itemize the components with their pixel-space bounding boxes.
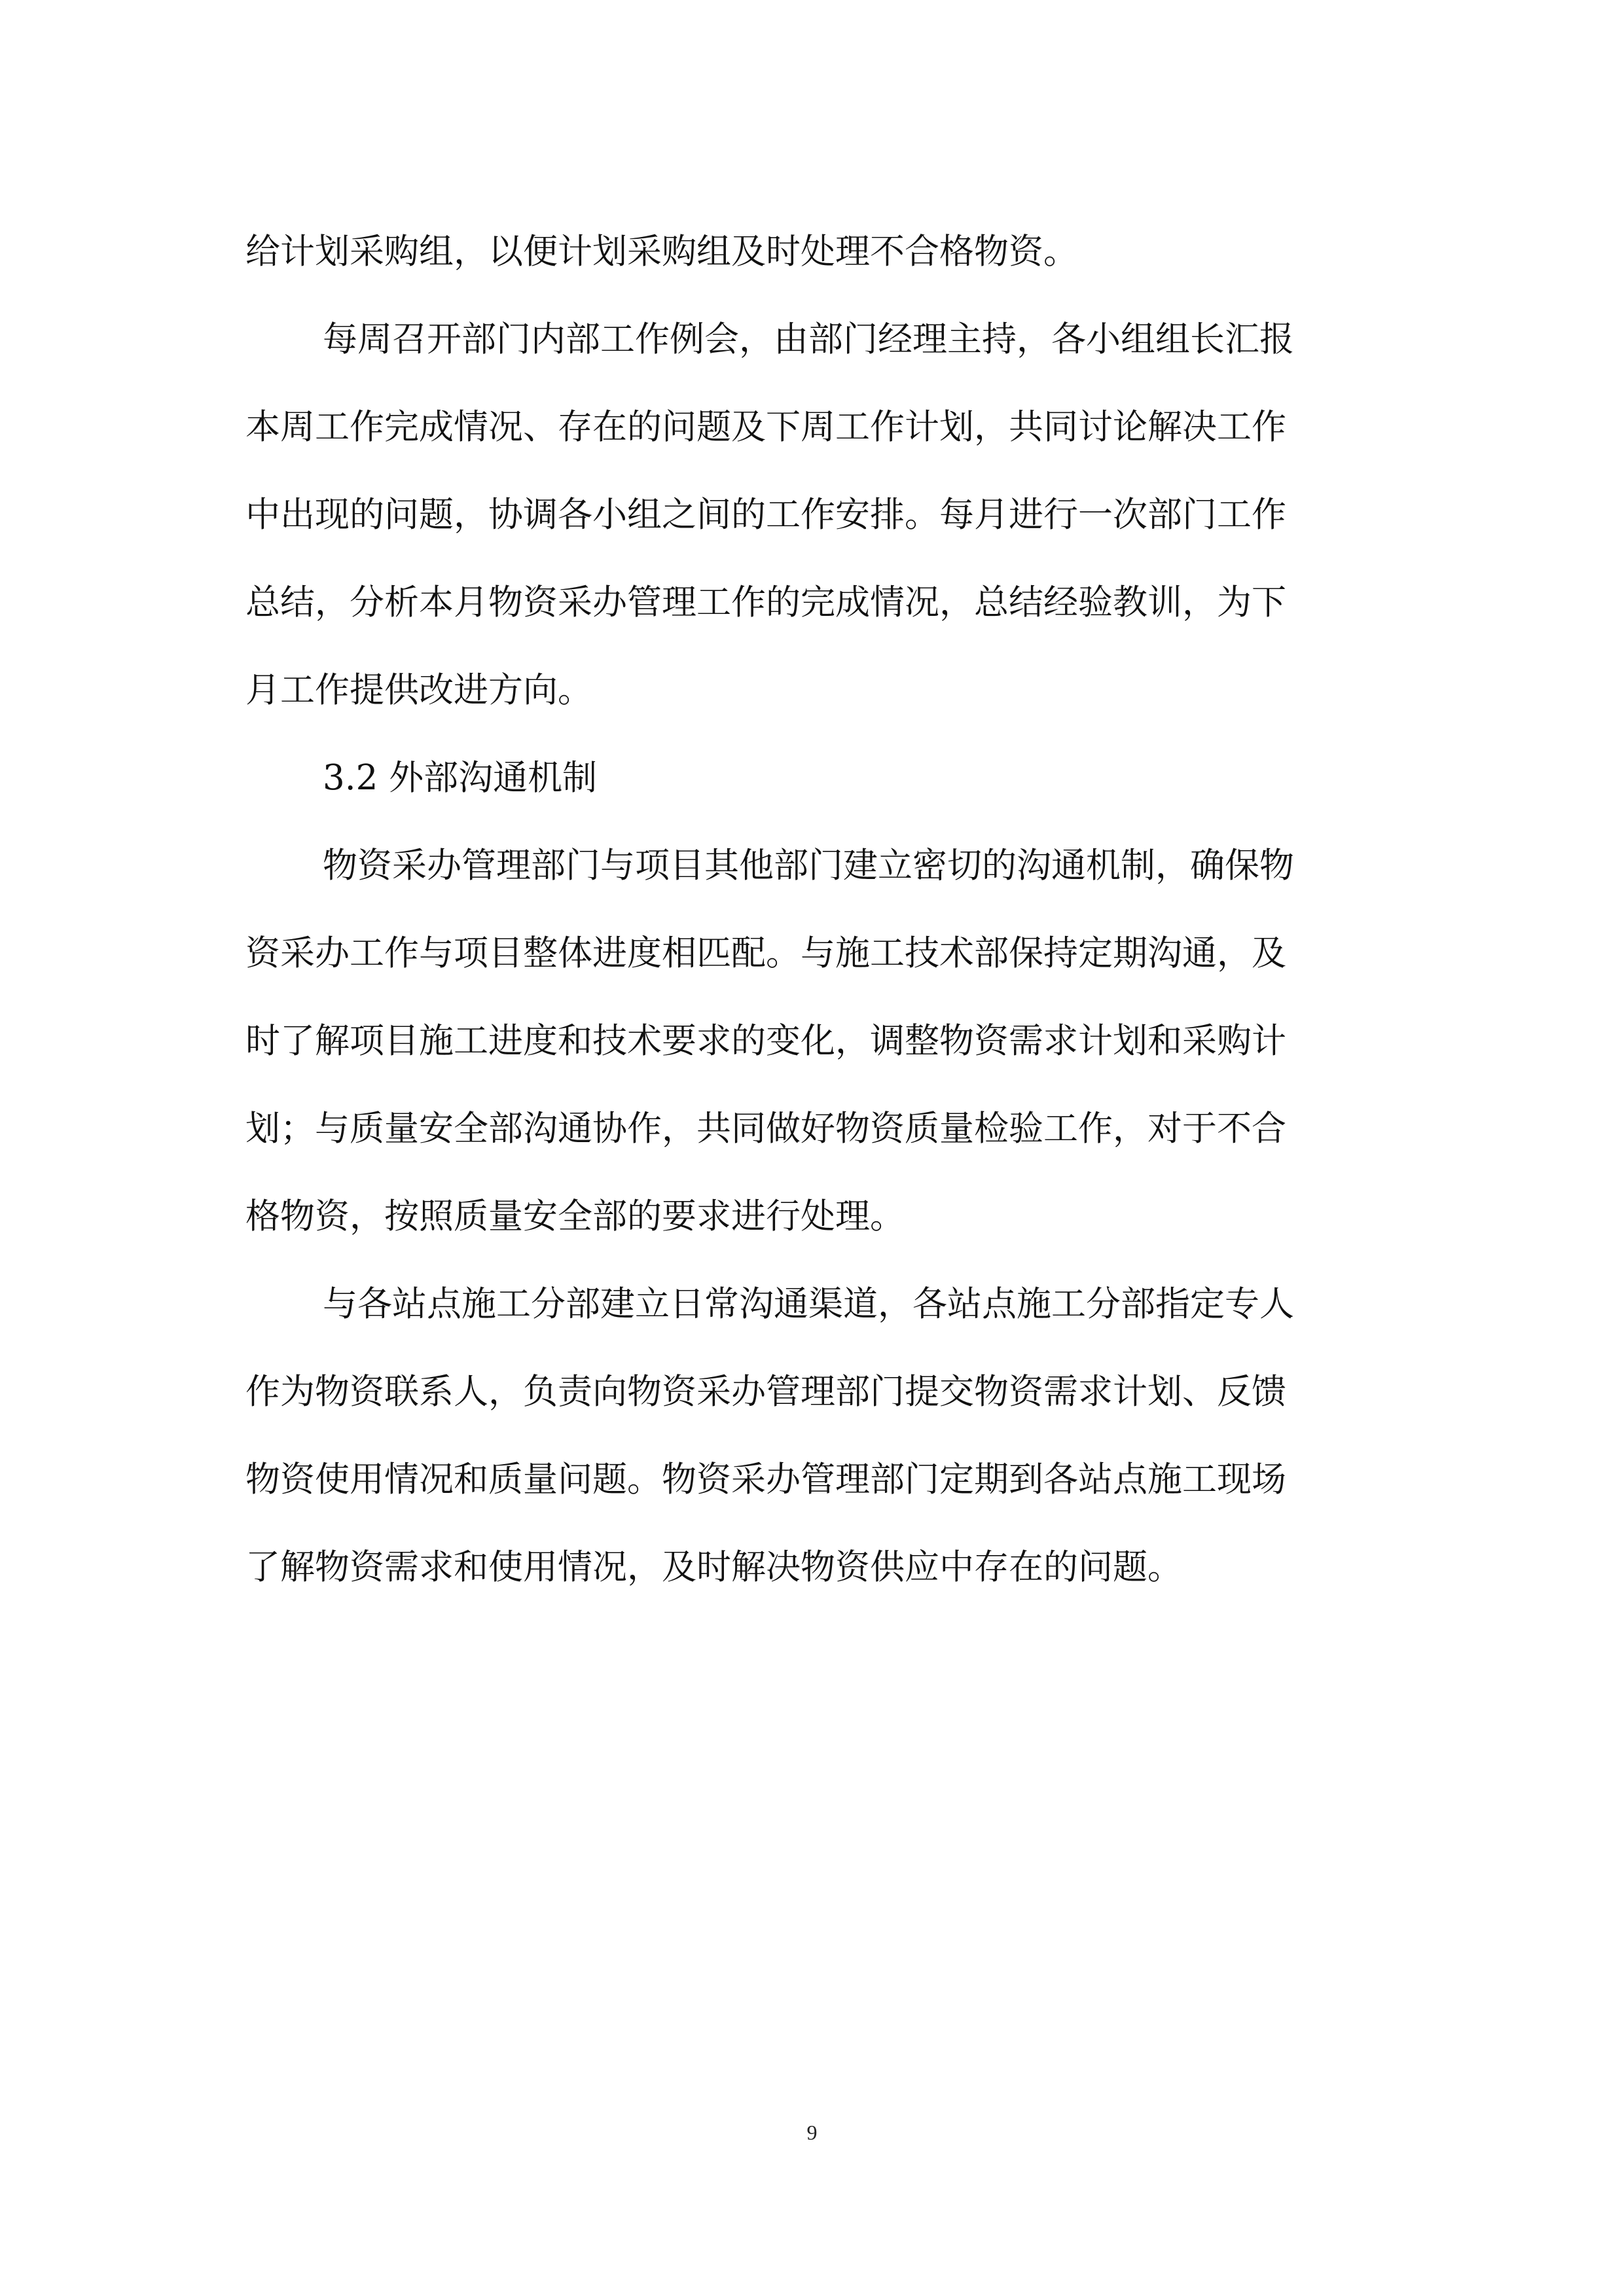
paragraph-line: 中出现的问题，协调各小组之间的工作安排。每月进行一次部门工作 bbox=[245, 495, 1286, 535]
paragraph-line: 总结，分析本月物资采办管理工作的完成情况，总结经验教训，为下 bbox=[245, 583, 1286, 622]
paragraph-line: 时了解项目施工进度和技术要求的变化，调整物资需求计划和采购计 bbox=[245, 1021, 1286, 1061]
paragraph-line: 作为物资联系人，负责向物资采办管理部门提交物资需求计划、反馈 bbox=[245, 1372, 1286, 1412]
paragraph-line: 划；与质量安全部沟通协作，共同做好物资质量检验工作，对于不合 bbox=[245, 1109, 1286, 1149]
paragraph-line: 物资采办管理部门与项目其他部门建立密切的沟通机制，确保物 bbox=[323, 846, 1294, 886]
section-heading: 3.2 外部沟通机制 bbox=[323, 758, 598, 798]
paragraph-line: 物资使用情况和质量问题。物资采办管理部门定期到各站点施工现场 bbox=[245, 1460, 1286, 1499]
body-text bbox=[245, 208, 1384, 1611]
paragraph-line: 给计划采购组，以便计划采购组及时处理不合格物资。 bbox=[245, 232, 1078, 272]
paragraph-line: 本周工作完成情况、存在的问题及下周工作计划，共同讨论解决工作 bbox=[245, 407, 1286, 447]
paragraph-line: 每周召开部门内部工作例会，由部门经理主持，各小组组长汇报 bbox=[323, 319, 1294, 359]
paragraph-line: 与各站点施工分部建立日常沟通渠道，各站点施工分部指定专人 bbox=[323, 1284, 1294, 1324]
page-number: 9 bbox=[806, 2121, 818, 2144]
paragraph-line: 月工作提供改进方向。 bbox=[245, 670, 592, 710]
paragraph-line: 资采办工作与项目整体进度相匹配。与施工技术部保持定期沟通，及 bbox=[245, 933, 1286, 973]
paragraph-line: 格物资，按照质量安全部的要求进行处理。 bbox=[245, 1196, 905, 1236]
paragraph-line: 了解物资需求和使用情况，及时解决物资供应中存在的问题。 bbox=[245, 1547, 1182, 1587]
